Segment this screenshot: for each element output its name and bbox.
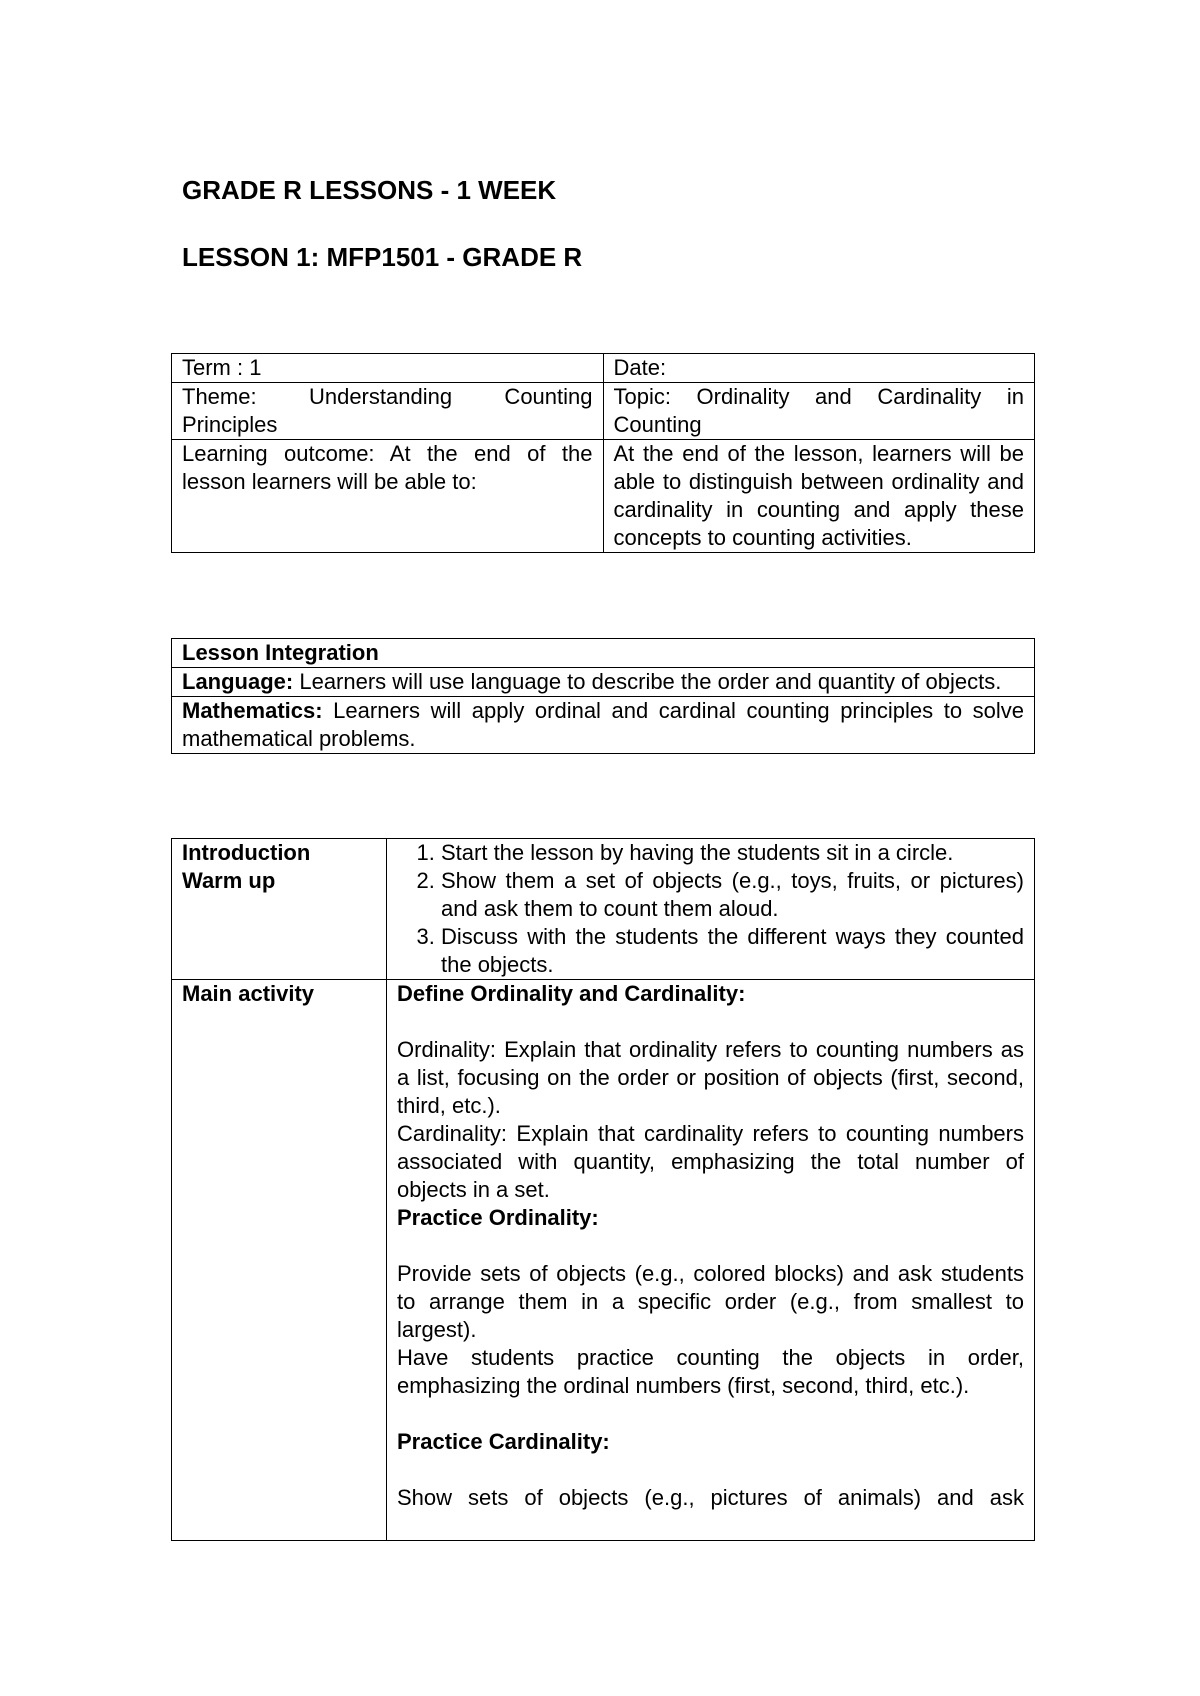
main-activity-cell [387, 980, 1035, 1541]
table-row [172, 383, 1035, 440]
lesson-plan-table [171, 838, 1035, 1541]
practice-cardinality-heading: Practice Cardinality: [397, 1429, 610, 1454]
lesson-title: LESSON 1: MFP1501 - GRADE R [182, 242, 583, 272]
topic-cell: Topic: Ordinality and Cardinality in Counting [603, 383, 1035, 440]
mathematics-integration [172, 697, 1035, 754]
language-text: Learners will use language to describe the order and quantity of objects. [293, 669, 1002, 694]
practice-ordinality-text-1: Provide sets of objects (e.g., colored blocks) and ask students to arrange them in a specific order (e.g., from smallest to largest). [397, 1261, 1024, 1342]
learning-outcome-text: At the end of the lesson, learners will be able to distinguish between ordinality and cardinality in counting and apply these concepts to counting activities. [603, 440, 1035, 553]
introduction-steps [397, 839, 1024, 979]
lesson-info-table [171, 353, 1035, 553]
document-title: GRADE R LESSONS - 1 WEEK [182, 175, 557, 205]
define-heading: Define Ordinality and Cardinality: [397, 981, 746, 1006]
term-cell: Term : 1 [172, 354, 604, 383]
table-row [172, 440, 1035, 553]
ordinality-text: Ordinality: Explain that ordinality refers to counting numbers as a list, focusing on the order or position of objects (first, second, third, etc.). [397, 1037, 1024, 1118]
date-cell: Date: [603, 354, 1035, 383]
main-activity-label-cell [172, 980, 387, 1541]
table-row [172, 639, 1035, 668]
language-label: Language: [182, 669, 294, 694]
main-activity-label: Main activity [182, 981, 315, 1006]
list-item: 2. Show them a set of objects (e.g., toys, fruits, or pictures) and ask them to count them aloud. [441, 867, 1024, 923]
table-row [172, 668, 1035, 697]
list-item: 1. Start the lesson by having the students sit in a circle. [441, 839, 1024, 867]
table-row [172, 839, 1035, 980]
integration-header: Lesson Integration [172, 639, 1035, 668]
practice-cardinality-text: Show sets of objects (e.g., pictures of animals) and ask [397, 1485, 1024, 1510]
language-integration [172, 668, 1035, 697]
practice-ordinality-heading: Practice Ordinality: [397, 1205, 599, 1230]
introduction-steps-cell [387, 839, 1035, 980]
cardinality-text: Cardinality: Explain that cardinality refers to counting numbers associated with quantity, emphasizing the total number of objects in a set. [397, 1121, 1024, 1202]
table-row [172, 697, 1035, 754]
list-item: 3. Discuss with the students the different ways they counted the objects. [441, 923, 1024, 979]
table-row [172, 980, 1035, 1541]
mathematics-label: Mathematics: [182, 698, 323, 723]
lesson-integration-table [171, 638, 1035, 754]
introduction-label: Introduction [182, 840, 311, 865]
table-row [172, 354, 1035, 383]
warm-up-label: Warm up [182, 868, 276, 893]
theme-cell: Theme: Understanding Counting Principles [172, 383, 604, 440]
practice-ordinality-text-2: Have students practice counting the objects in order, emphasizing the ordinal numbers (first, second, third, etc.). [397, 1345, 1024, 1398]
introduction-label-cell [172, 839, 387, 980]
learning-outcome-label: Learning outcome: At the end of the lesson learners will be able to: [172, 440, 604, 553]
mathematics-text: Learners will apply ordinal and cardinal counting principles to solve mathematical problems. [182, 698, 1024, 751]
